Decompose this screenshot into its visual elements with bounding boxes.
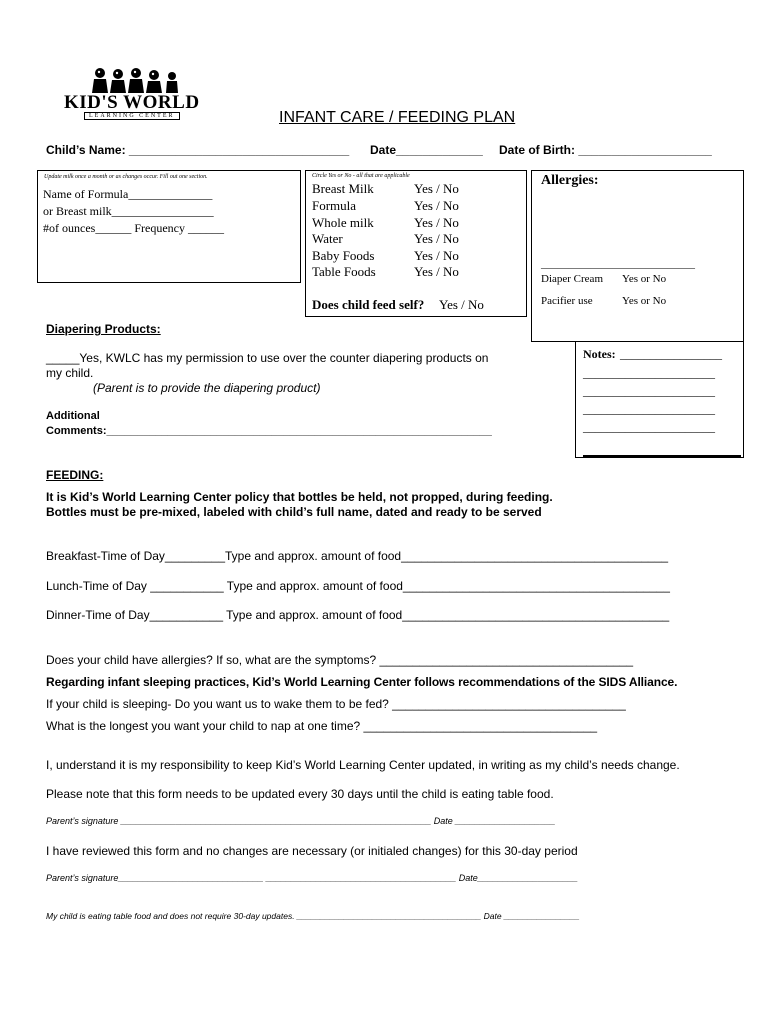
notes-line-4[interactable]: ______________________ — [583, 420, 715, 434]
lunch-field[interactable]: Lunch-Time of Day ___________ Type and approx. amount of food________________________________________ — [46, 579, 670, 593]
nap-question[interactable]: What is the longest you want your child to nap at one time? ___________________________________ — [46, 719, 598, 733]
feeding-heading: FEEDING: — [46, 468, 104, 482]
update-note: Please note that this form needs to be updated every 30 days until the child is eating table food. — [46, 787, 554, 801]
allergies-question[interactable]: Does your child have allergies? If so, what are the symptoms? ______________________________________ — [46, 653, 634, 667]
notes-line-3[interactable]: ______________________ — [583, 402, 715, 416]
allergies-title: Allergies: — [541, 173, 599, 188]
reviewed-statement: I have reviewed this form and no changes are necessary (or initialed changes) for this 30-day period — [46, 844, 578, 858]
item-label-table-foods: Table Foods — [312, 264, 376, 279]
signature-line-2[interactable]: Parent’s signature_____________________________ ______________________________________ Date____________________ — [46, 873, 578, 883]
sids-statement: Regarding infant sleeping practices, Kid’s World Learning Center follows recommendations of the SIDS Alliance. — [46, 675, 678, 689]
diapering-permission-cont: my child. — [46, 366, 94, 380]
date-field[interactable]: Date_____________ — [370, 143, 483, 157]
ounces-frequency-field[interactable]: #of ounces______ Frequency ______ — [43, 221, 224, 235]
notes-line-2[interactable]: ______________________ — [583, 384, 715, 398]
feeding-policy-2: Bottles must be pre-mixed, labeled with child’s full name, dated and ready to be served — [46, 505, 542, 519]
item-value-water[interactable]: Yes / No — [414, 231, 459, 246]
circle-note: Circle Yes or No - all that are applicable — [312, 173, 410, 179]
logo-subtitle: LEARNING CENTER — [84, 112, 180, 120]
allergy-box — [531, 170, 744, 342]
additional-label: Additional — [46, 410, 100, 422]
item-value-baby-foods[interactable]: Yes / No — [414, 248, 459, 263]
item-value-table-foods[interactable]: Yes / No — [414, 264, 459, 279]
formula-note: Update milk once a month or as changes occur. Fill out one section. — [44, 174, 208, 180]
table-food-statement[interactable]: My child is eating table food and does not require 30-day updates. _______________________________________ Date ________________ — [46, 911, 580, 921]
item-value-breast-milk[interactable]: Yes / No — [414, 181, 459, 196]
notes-title: Notes: — [583, 347, 616, 361]
breast-milk-field[interactable]: or Breast milk_________________ — [43, 204, 214, 218]
logo-name: KID'S WORLD — [64, 92, 200, 113]
feed-self-value[interactable]: Yes / No — [439, 297, 484, 312]
responsibility-statement: I, understand it is my responsibility to keep Kid’s World Learning Center updated, in writing as my child’s needs change. — [46, 758, 680, 772]
item-label-formula: Formula — [312, 198, 357, 213]
feeding-policy-1: It is Kid’s World Learning Center policy that bottles be held, not propped, during feeding. — [46, 490, 553, 504]
item-label-baby-foods: Baby Foods — [312, 248, 375, 263]
signature-line-1[interactable]: Parent’s signature ______________________________________________________________ Date ____________________ — [46, 816, 556, 826]
page-title: INFANT CARE / FEEDING PLAN — [279, 109, 516, 126]
diapering-note: (Parent is to provide the diapering product) — [93, 381, 321, 395]
notes-line-1[interactable]: ______________________ — [583, 366, 715, 380]
feed-self-label: Does child feed self? — [312, 297, 425, 312]
item-label-water: Water — [312, 231, 343, 246]
allergy-line[interactable]: ____________________________ — [541, 258, 695, 270]
item-label-whole-milk: Whole milk — [312, 215, 374, 230]
breakfast-field[interactable]: Breakfast-Time of Day_________Type and approx. amount of food________________________________________ — [46, 549, 669, 563]
dob-field[interactable]: Date of Birth: ____________________ — [499, 143, 712, 157]
pacifier-value[interactable]: Yes or No — [622, 295, 667, 307]
wake-question[interactable]: If your child is sleeping- Do you want us to wake them to be fed? ___________________________________ — [46, 697, 626, 711]
notes-title-line[interactable]: _________________ — [620, 347, 722, 361]
pacifier-label: Pacifier use — [541, 295, 593, 307]
comments-field[interactable]: Comments:_______________________________________________________________ — [46, 425, 492, 437]
item-value-whole-milk[interactable]: Yes / No — [414, 215, 459, 230]
notes-bottom-rule — [583, 455, 741, 457]
diaper-cream-label: Diaper Cream — [541, 273, 603, 285]
diaper-cream-value[interactable]: Yes or No — [622, 273, 667, 285]
diapering-heading: Diapering Products: — [46, 322, 161, 336]
formula-name-field[interactable]: Name of Formula______________ — [43, 187, 213, 201]
dinner-field[interactable]: Dinner-Time of Day___________ Type and approx. amount of food________________________________________ — [46, 608, 670, 622]
logo — [62, 62, 202, 128]
item-value-formula[interactable]: Yes / No — [414, 198, 459, 213]
diapering-permission[interactable]: _____Yes, KWLC has my permission to use over the counter diapering products on — [46, 351, 489, 365]
item-label-breast-milk: Breast Milk — [312, 181, 374, 196]
child-name-field[interactable]: Child’s Name: _________________________________ — [46, 143, 350, 157]
